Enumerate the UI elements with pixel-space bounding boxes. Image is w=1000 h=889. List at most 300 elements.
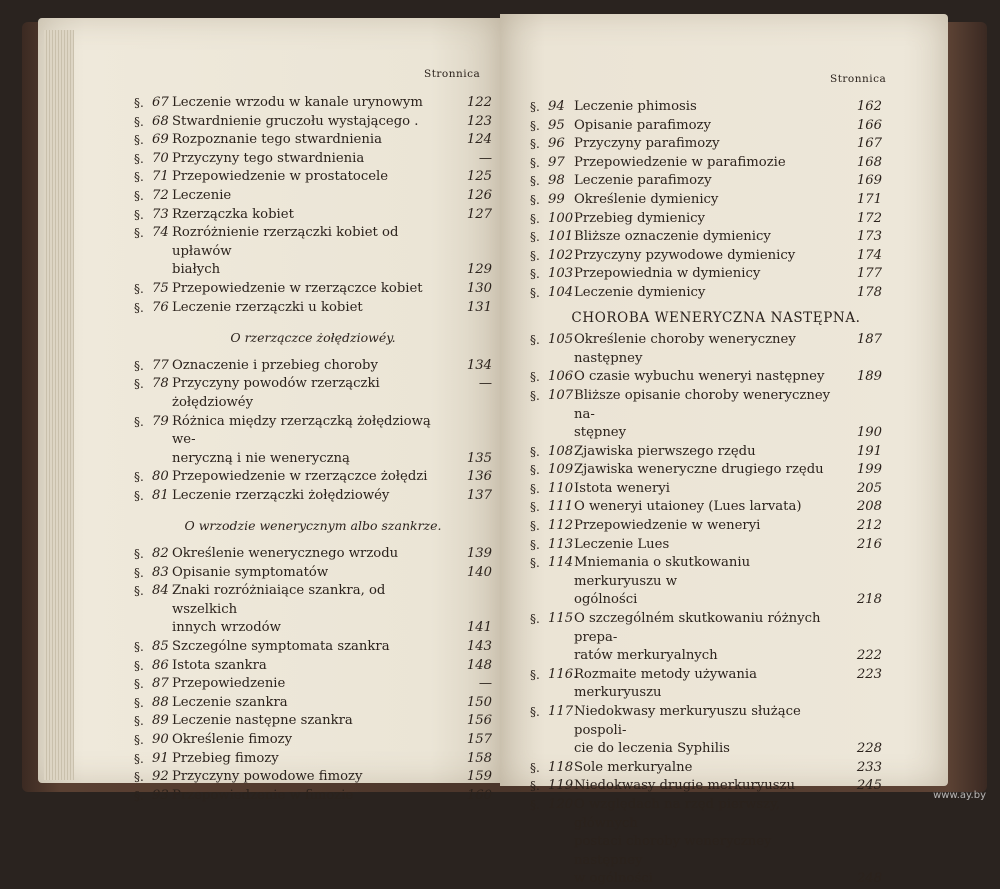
entry-title: Określenie fimozy [172,732,293,747]
page-number: 157 [466,732,492,747]
toc-entry [530,703,882,759]
toc-entry [530,368,882,387]
section-mark: §. [134,470,144,485]
entry-body [574,154,882,173]
section-mark: §. [134,788,144,803]
section-mark: §. [134,658,144,673]
toc-entry [134,168,492,187]
entry-body [172,468,492,487]
toc-entry [134,131,492,150]
toc-entry [530,536,882,555]
toc-entry [530,610,882,666]
entry-body [574,461,882,480]
entry-title: Różnica między rzerzączką żołędziową we- [172,413,431,448]
page-number: — [478,676,492,692]
entry-title: Leczenie następne szankra [172,713,353,729]
entry-body [172,675,492,694]
page-number: 168 [856,154,882,170]
toc-entry [530,154,882,173]
section-number: 115 [548,611,574,627]
entry-title: O względach na rzęd pierwszy, głównych [574,796,780,831]
section-mark: §. [530,155,540,170]
entry-title: Znaki rozróżniaiące szankra, od wszelkich [172,583,386,617]
entry-body [172,787,492,806]
page-number: 173 [856,229,882,245]
entry-title: Przepowiedzenie w prostatocele [172,169,389,185]
section-mark: §. [530,556,540,571]
section-number: 112 [548,518,574,534]
section-mark: §. [530,230,540,245]
section-mark: §. [134,751,144,766]
page-number: 167 [856,136,882,152]
page-number: 223 [856,666,882,682]
section-mark: §. [530,797,540,812]
section-number: 83 [152,564,169,580]
entry-body [574,517,882,536]
section-mark: §. [134,677,144,692]
toc-entry [134,694,492,713]
page-number: 162 [856,99,882,114]
section-number: 113 [548,536,574,552]
entry-body [574,247,882,266]
entry-title: Określenie wenerycznego wrzodu [172,546,399,562]
toc-entry [134,468,492,487]
page-number: 245 [856,778,882,794]
entry-title: Rozpoznanie tego stwardnienia [172,132,382,148]
entry-body [574,666,882,703]
entry-title: Bliższe opisanie choroby weneryczney na- [574,387,831,422]
page-number: 191 [856,443,882,459]
entry-body [172,564,492,583]
page-number: 134 [466,357,492,373]
entry-title-continued: ogólności [574,592,638,608]
entry-title: Określenie choroby weneryczney następney [574,332,796,366]
section-mark: §. [530,760,540,775]
section-number: 118 [548,759,574,775]
toc-entry [134,375,492,412]
section-number: 74 [152,225,169,241]
entry-body [574,498,882,517]
section-mark: §. [530,211,540,226]
entry-body [172,224,492,280]
entry-body [172,206,492,225]
entry-body [172,94,492,113]
entry-title: Istota weneryi [574,480,670,496]
entry-title-continued: ratów merkuryalnych [574,648,718,664]
entry-body [574,135,882,154]
section-number: 67 [152,95,169,110]
entry-title: Przepowiedzenie w rzerzączce żołędzi [172,469,428,485]
section-mark: §. [134,547,144,562]
toc-entry [134,299,492,318]
toc-column-right [530,98,882,889]
page-number: 248 [856,871,882,887]
entry-title: O czasie wybuchu weneryi następney [574,369,825,385]
entry-body [172,113,492,132]
toc-entry [134,280,492,299]
section-mark: §. [530,667,540,682]
entry-title: Bliższe oznaczenie dymienicy [574,229,771,245]
toc-entry [134,94,492,113]
entry-title: Leczenie [172,187,232,203]
entries-b [134,357,492,506]
section-title: O rzerzączce żołędziowéy. [230,330,396,346]
section-mark: §. [134,188,144,203]
toc-entry [134,545,492,564]
entry-title: Leczenie wrzodu w kanale urynowym [172,95,423,110]
toc-entry [530,331,882,368]
section-number: 105 [548,332,574,348]
entry-body [574,759,882,778]
page-number: 169 [856,173,882,189]
section-mark: §. [134,640,144,655]
section-number: 106 [548,369,574,385]
section-mark: §. [134,770,144,785]
section-mark: §. [530,174,540,189]
page-number: 122 [466,95,492,110]
section-number: 91 [152,750,169,766]
entries-a [530,98,882,303]
entry-body [172,375,492,412]
section-mark: §. [530,137,540,152]
page-edges [44,30,74,780]
section-mark: §. [134,96,144,110]
section-number: 81 [152,487,169,503]
left-page [38,18,500,803]
entry-title: Oznaczenie i przebieg choroby [172,357,378,373]
page-number: 178 [856,284,882,300]
page-number: 228 [856,741,882,757]
entry-title: Rzerzączka kobiet [172,206,294,222]
page-number: 123 [466,113,492,129]
section-number: 87 [152,676,169,692]
entry-title: Opisanie symptomatów [172,564,329,580]
toc-entry [134,206,492,225]
toc-entry [134,582,492,638]
entry-body [172,657,492,676]
page-number: 171 [856,191,882,207]
entries-b [530,331,882,889]
section-mark: §. [134,584,144,599]
toc-entry [530,191,882,210]
section-mark: §. [530,100,540,114]
toc-entry [530,265,882,284]
entry-body [574,117,882,136]
section-number: 103 [548,266,574,282]
page-number: 127 [466,206,492,222]
toc-entry [530,759,882,778]
entry-body [172,280,492,299]
page-number: 130 [466,280,492,296]
entry-title: Zjawiska pierwszego rzędu [574,443,756,459]
entry-body [574,228,882,247]
section-title: CHOROBA WENERYCZNA NASTĘPNA. [571,309,861,326]
entry-title: Leczenie rzerzączki u kobiet [172,299,363,315]
entry-title: Leczenie rzerzączki żołędziowéy [172,487,390,503]
section-number: 68 [152,113,169,129]
page-number: 135 [466,450,492,466]
page-number: 129 [466,262,492,278]
section-mark: §. [530,705,540,719]
entry-body [172,150,492,169]
section-mark: §. [530,192,540,207]
section-number: 90 [152,732,169,747]
toc-column-left [134,94,492,805]
section-mark: §. [134,377,144,392]
entry-body [574,480,882,499]
toc-entry [134,657,492,676]
entry-title: Przepowiedzenie [172,676,286,692]
section-mark: §. [530,248,540,263]
section-number: 75 [152,280,169,296]
page-number: 190 [856,425,882,441]
page-number: 140 [466,564,492,580]
entry-title-continued: w ogólności [574,871,653,887]
toc-entry [530,210,882,229]
section-number: 92 [152,769,169,785]
page-number: 139 [466,546,492,562]
page-number: 143 [466,639,492,655]
page-number: 216 [856,536,882,552]
toc-entry [530,284,882,303]
entry-title: Leczenie parafimozy [574,173,712,189]
page-number: 174 [856,247,882,263]
entry-body [574,172,882,191]
entry-body [574,191,882,210]
page-number: 218 [856,592,882,608]
section-mark: §. [530,519,540,534]
toc-entry [134,150,492,169]
toc-entry [134,768,492,787]
page-number: 131 [466,299,492,315]
section-number: 99 [548,191,565,207]
entry-body [172,731,492,750]
entry-body [172,299,492,318]
section-number: 111 [548,499,574,515]
toc-entry [530,443,882,462]
section-number: 80 [152,469,169,485]
entry-title-continued: innych wrzodów [172,620,281,636]
toc-entry [134,675,492,694]
entry-title: O weneryi utaioney (Lues larvata) [574,499,802,515]
page-number: 172 [856,210,882,226]
page-number: 159 [466,769,492,785]
toc-entry [134,638,492,657]
section-number: 109 [548,462,574,478]
entry-body [172,694,492,713]
entry-title-continued: postaci choroby weneryczney następney [574,834,772,868]
section-number: 102 [548,247,574,263]
section-number: 101 [548,229,574,245]
entry-title: Przyczyny pzywodowe dymienicy [574,247,796,263]
page-number: 158 [466,750,492,766]
toc-entry [134,413,492,469]
entry-body [574,777,882,796]
entry-title: Przepowiedzenie w fimozie [172,787,354,803]
toc-entry [530,666,882,703]
page-number: 137 [466,487,492,503]
toc-entry [530,480,882,499]
section-number: 73 [152,206,169,222]
toc-entry [134,787,492,806]
toc-entry [530,554,882,610]
toc-entry [134,224,492,280]
page-number: 205 [856,480,882,496]
section-number: 82 [152,546,169,562]
toc-entry [530,117,882,136]
section-number: 95 [548,117,565,133]
page-number: 156 [466,713,492,729]
section-mark: §. [134,133,144,148]
section-number: 88 [152,694,169,710]
section-mark: §. [530,267,540,282]
entry-body [172,768,492,787]
entry-title: Zjawiska weneryczne drugiego rzędu [574,462,824,478]
entry-body [574,536,882,555]
entry-title: Sole merkuryalne [574,759,693,775]
page-number: 222 [856,648,882,664]
entry-title: Przepowiednia w dymienicy [574,266,761,282]
section-number: 120 [548,796,574,812]
section-number: 94 [548,99,565,114]
page-number: 125 [466,169,492,185]
entry-title: Leczenie phimosis [574,99,697,114]
entry-body [172,413,492,469]
entry-body [172,750,492,769]
toc-entry [134,113,492,132]
section-mark: §. [134,358,144,373]
entry-title: Przyczyny powodów rzerzączki żołędziowéy [172,376,380,410]
section-number: 119 [548,778,574,794]
section-mark: §. [530,388,540,403]
entry-body [574,796,882,889]
section-mark: §. [134,695,144,710]
page-number: 233 [856,759,882,775]
entry-title: Rozmaite metody używania merkuryuszu [574,666,757,701]
entry-body [574,703,882,759]
toc-entry [134,357,492,376]
page-number: 177 [856,266,882,282]
section-number: 85 [152,639,169,655]
section-number: 76 [152,299,169,315]
section-number: 114 [548,555,574,571]
page-number: 124 [466,132,492,148]
section-number: 117 [548,704,574,719]
section-mark: §. [530,118,540,133]
section-number: 79 [152,413,169,429]
entry-title-continued: białych [172,262,221,278]
toc-entry [530,172,882,191]
entry-body [574,368,882,387]
entries-c [134,545,492,805]
toc-entry [530,135,882,154]
entry-body [172,582,492,638]
toc-entry [134,731,492,750]
page-number: 136 [466,469,492,485]
entry-body [574,610,882,666]
page-number: 126 [466,187,492,203]
section-number: 104 [548,284,574,300]
entry-title: Przebieg fimozy [172,750,279,766]
section-number: 86 [152,657,169,673]
toc-entry [530,461,882,480]
page-number: 148 [466,657,492,673]
section-mark: §. [530,612,540,627]
entry-title: Istota szankra [172,657,267,673]
entry-title: O szczególném skutkowaniu różnych prepa- [574,611,821,645]
entry-title: Przyczyny parafimozy [574,136,720,152]
entry-title: Leczenie Lues [574,536,670,552]
entry-body [574,554,882,610]
page-header: Stronnica [424,68,481,80]
page-number: 199 [856,462,882,478]
page-number: — [478,150,492,166]
entry-body [574,98,882,117]
entry-title: Przyczyny powodowe fimozy [172,769,363,785]
entry-title-continued: neryczną i nie weneryczną [172,450,350,466]
toc-entry [530,247,882,266]
toc-entry [530,498,882,517]
entry-body [172,487,492,506]
section-number: 96 [548,136,565,152]
section-mark: §. [530,333,540,348]
toc-entry [134,712,492,731]
page-number: 208 [856,499,882,515]
section-number: 69 [152,132,169,148]
section-number: 89 [152,713,169,729]
section-mark: §. [134,281,144,296]
section-number: 110 [548,480,574,496]
section-mark: §. [530,285,540,300]
toc-entry [530,517,882,536]
entry-title: Niedokwasy drugie merkuryuszu [574,778,795,794]
section-mark: §. [134,170,144,185]
section-number: 108 [548,443,574,459]
section-number: 84 [152,583,169,599]
section-number: 93 [152,787,169,803]
entry-title: Stwardnienie gruczołu wystającego . [172,113,419,129]
page-number: 212 [856,518,882,534]
toc-entry [134,564,492,583]
section-number: 78 [152,376,169,392]
entry-title-continued: cie do leczenia Syphilis [574,741,730,757]
page-number: 166 [856,117,882,133]
entry-title: Opisanie parafimozy [574,117,711,133]
section-mark: §. [134,207,144,222]
watermark: www.ay.by [933,790,986,801]
entry-title: Określenie dymienicy [574,191,719,207]
entry-body [574,284,882,303]
entry-title: Przepowiedzenie w weneryi [574,518,761,534]
section-number: 71 [152,169,169,185]
section-mark: §. [530,444,540,459]
page-number: 160 [466,787,492,803]
entry-body [574,387,882,443]
entry-body [172,712,492,731]
entry-body [574,210,882,229]
section-mark: §. [134,714,144,729]
section-mark: §. [134,300,144,315]
right-page [500,14,948,887]
section-mark: §. [134,733,144,747]
section-mark: §. [530,463,540,478]
section-mark: §. [530,500,540,515]
entry-title: Szczególne symptomata szankra [172,639,390,655]
section-mark: §. [134,565,144,580]
entry-body [172,131,492,150]
entry-title: Przepowiedzenie w parafimozie [574,154,786,170]
toc-entry [530,98,882,117]
